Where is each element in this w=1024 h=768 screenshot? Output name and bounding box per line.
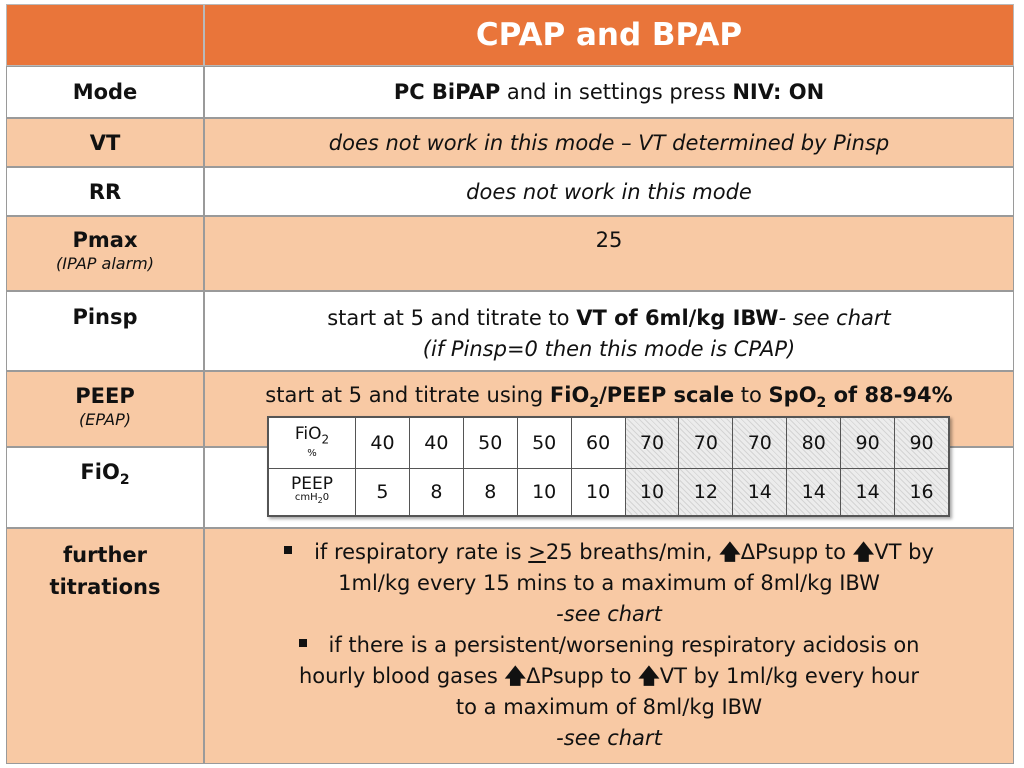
peep-cell: 12 [679, 468, 733, 515]
fio2-cell: 70 [733, 418, 787, 469]
fio2-cell: 70 [625, 418, 679, 469]
bullet-1-line-2: 1ml/kg every 15 mins to a maximum of 8ml/kg IBW [338, 571, 880, 595]
table-title: CPAP and BPAP [204, 4, 1014, 66]
further-label-1: further [62, 543, 148, 567]
pmax-sublabel: (IPAP alarm) [56, 254, 154, 273]
peep-cell: 10 [625, 468, 679, 515]
row-label-mode [6, 66, 204, 118]
row-label-pmax [6, 216, 204, 291]
pmax-label: Pmax [72, 228, 138, 252]
fio2-cell: 80 [787, 418, 841, 469]
peep-label: PEEP [75, 384, 135, 408]
row-value-mode [204, 66, 1014, 118]
bullet-square-icon [299, 639, 307, 647]
peep-cell: 10 [517, 468, 571, 515]
peep-sublabel: (EPAP) [78, 410, 132, 429]
fio2-label: FiO$_2$ [80, 460, 130, 489]
row-value-vt [204, 118, 1014, 167]
pinsp-line-2: (if Pinsp=0 then this mode is CPAP) [422, 337, 796, 361]
further-label-2: titrations [49, 575, 161, 599]
peep-row-header: PEEP cmH$_2$0 [269, 468, 356, 515]
up-arrow-icon: 🡅 [504, 664, 527, 688]
up-arrow-icon: 🡅 [852, 540, 875, 564]
bullet-1-line-1: if respiratory rate is >25 breaths/min, 🡅ΔPsupp to 🡅VT by [284, 537, 934, 568]
peep-cell: 14 [841, 468, 895, 515]
bullet-square-icon [284, 546, 292, 554]
row-value-rr [204, 167, 1014, 216]
fio2-cell: 50 [517, 418, 571, 469]
fio2-cell: 70 [679, 418, 733, 469]
fio2-cell: 40 [409, 418, 463, 469]
pinsp-line-1: start at 5 and titrate to VT of 6ml/kg IBW- see chart [327, 306, 891, 330]
fio2-row [269, 418, 949, 469]
peep-cell: 14 [787, 468, 841, 515]
fio2-cell: 60 [571, 418, 625, 469]
rr-label: RR [88, 179, 122, 204]
peep-cell: 8 [409, 468, 463, 515]
vt-label: VT [89, 130, 121, 155]
mode-label: Mode [72, 80, 138, 104]
peep-cell: 10 [571, 468, 625, 515]
row-label-fio2 [6, 447, 204, 528]
header-corner [6, 4, 204, 66]
mode-value: PC BiPAP and in settings press NIV: ON [393, 80, 825, 104]
peep-cell: 8 [463, 468, 517, 515]
row-label-peep [6, 371, 204, 447]
up-arrow-icon: 🡅 [638, 664, 660, 688]
bullet-2-line-1: if there is a persistent/worsening respiratory acidosis on [299, 630, 920, 661]
fio2-peep-scale-grid [267, 416, 950, 517]
bullet-2-line-4: -see chart [556, 726, 662, 750]
peep-instruction: start at 5 and titrate using FiO$_2$/PEEP scale to SpO$_2$ of 88-94% [265, 383, 953, 412]
up-arrow-icon: 🡅 [719, 540, 741, 564]
row-value-further-titrations [204, 528, 1014, 764]
peep-cell: 14 [733, 468, 787, 515]
fio2-row-header: FiO$_2$ % [269, 418, 356, 469]
row-value-pinsp [204, 291, 1014, 371]
fio2-cell: 50 [463, 418, 517, 469]
peep-cell: 5 [356, 468, 410, 515]
bullet-1-line-3: -see chart [556, 602, 662, 626]
fio2-cell: 90 [841, 418, 895, 469]
fio2-cell: 90 [895, 418, 949, 469]
fio2-cell: 40 [356, 418, 410, 469]
row-label-further-titrations [6, 528, 204, 764]
bullet-2-line-2: hourly blood gases 🡅ΔPsupp to 🡅VT by 1ml/kg every hour [298, 664, 920, 688]
row-value-pmax [204, 216, 1014, 291]
peep-row [269, 468, 949, 515]
pinsp-label: Pinsp [72, 305, 138, 329]
rr-value: does not work in this mode [466, 179, 752, 204]
vt-value: does not work in this mode – VT determined by Pinsp [328, 130, 890, 155]
peep-cell: 16 [895, 468, 949, 515]
row-label-vt [6, 118, 204, 167]
row-label-rr [6, 167, 204, 216]
row-label-pinsp [6, 291, 204, 371]
bullet-2-line-3: to a maximum of 8ml/kg IBW [455, 695, 763, 719]
pmax-value: 25 [595, 228, 623, 252]
